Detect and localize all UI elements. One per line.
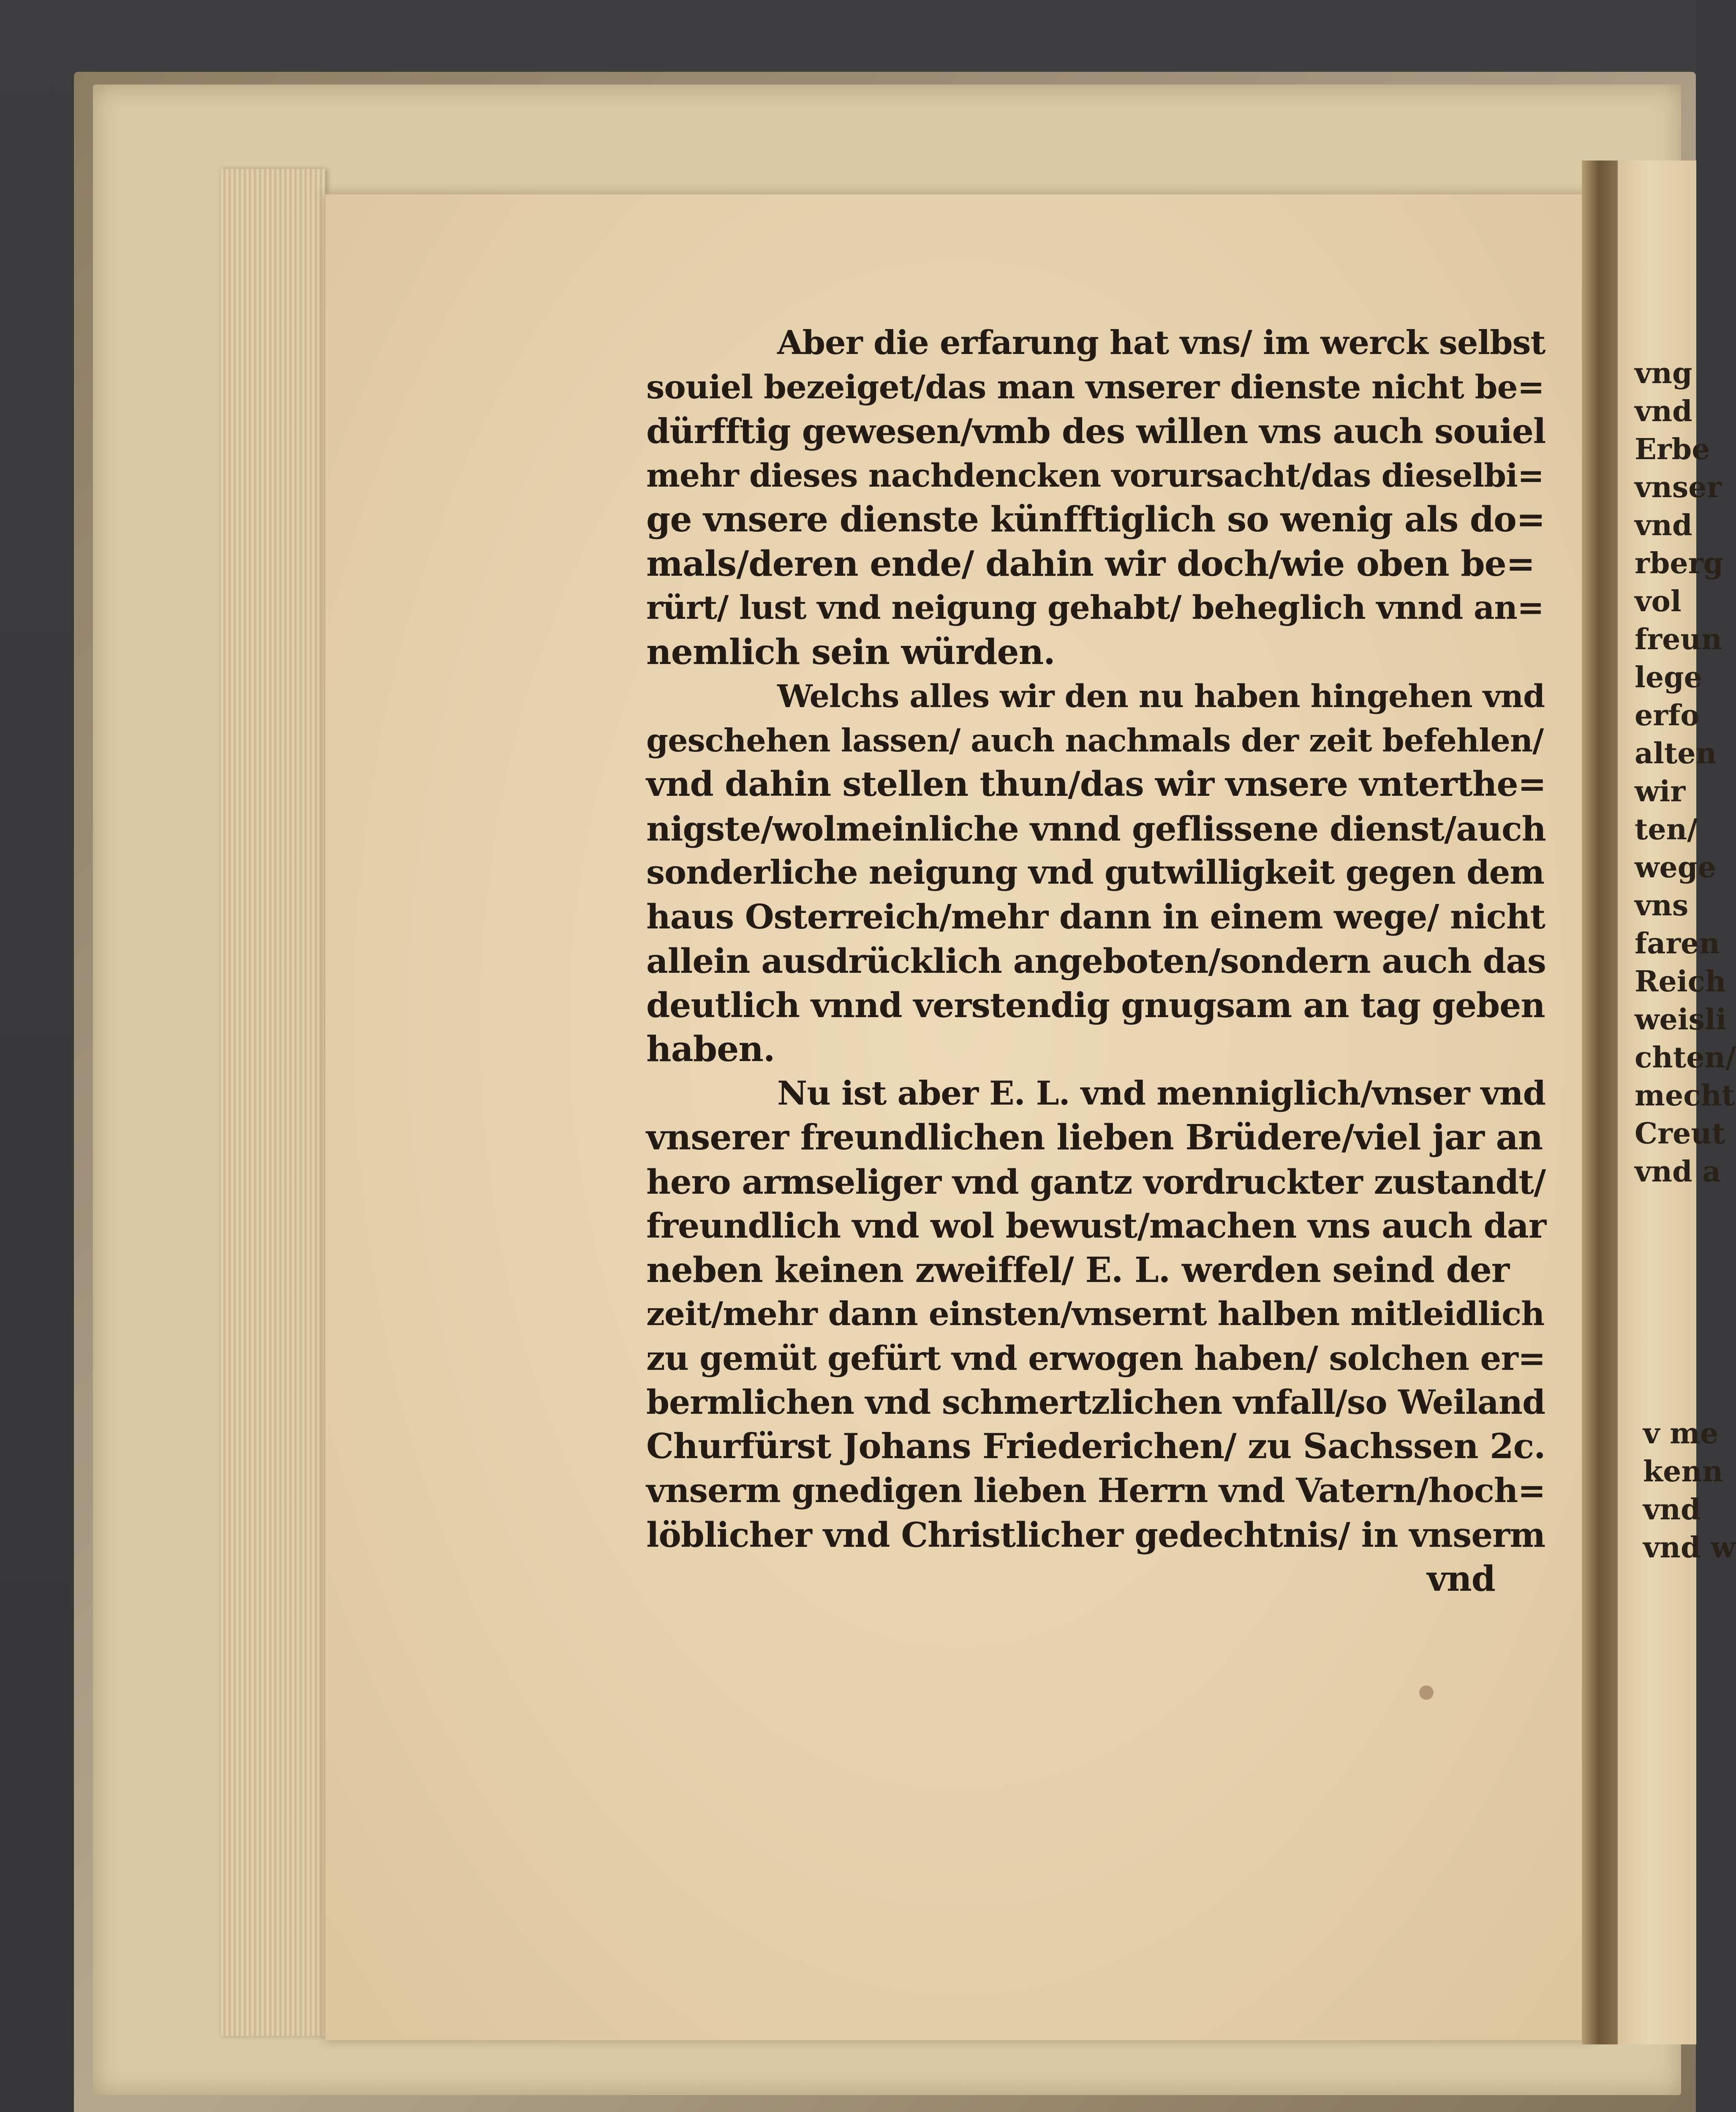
- text-line: vnserm gnedigen lieben Herrn vnd Vatern/hoch=: [646, 1471, 1546, 1510]
- facing-fragment: vng: [1635, 357, 1692, 390]
- text-line: bermlichen vnd schmertzlichen vnfall/so Weiland: [646, 1383, 1546, 1422]
- catchword: vnd: [1427, 1559, 1495, 1599]
- facing-fragment: kenn: [1643, 1455, 1723, 1489]
- text-line: haus Osterreich/mehr dann in einem wege/ nicht: [646, 897, 1545, 936]
- text-line: freundlich vnd wol bewust/machen vns auch dar: [646, 1206, 1546, 1246]
- text-line: haben.: [646, 1029, 775, 1070]
- facing-fragment: Erbe: [1635, 433, 1710, 466]
- text-line: vnd dahin stellen thun/das wir vnsere vnterthe=: [646, 764, 1546, 804]
- facing-fragment: lege: [1635, 661, 1702, 694]
- page-edges: [220, 169, 325, 2036]
- text-line: nigste/wolmeinliche vnnd geflissene dienst/auch: [646, 808, 1546, 849]
- text-line: zeit/mehr dann einsten/vnsernt halben mitleidlich: [646, 1295, 1545, 1333]
- facing-fragment: vnd: [1643, 1493, 1701, 1527]
- facing-fragment: wir: [1635, 775, 1686, 808]
- text-line: hero armseliger vnd gantz vordruckter zustandt/: [646, 1162, 1546, 1202]
- facing-fragment: mecht: [1635, 1079, 1735, 1113]
- facing-fragment: vns: [1635, 889, 1689, 923]
- facing-fragment: vnd w: [1643, 1531, 1736, 1565]
- facing-fragment: rberg: [1635, 547, 1724, 580]
- body-text: [646, 321, 1546, 1601]
- facing-fragment: vol: [1635, 585, 1682, 618]
- facing-fragment: Creut: [1635, 1117, 1725, 1151]
- facing-fragment: vnd: [1635, 509, 1692, 542]
- facing-page-edge: [1618, 161, 1736, 2044]
- text-line: geschehen lassen/ auch nachmals der zeit befehlen/: [646, 721, 1544, 759]
- text-line: Churfürst Johans Friederichen/ zu Sachssen 2c.: [646, 1426, 1546, 1467]
- facing-fragment: faren: [1635, 927, 1720, 961]
- ink-spot: [1419, 1685, 1434, 1700]
- text-line: löblicher vnd Christlicher gedechtnis/ in vnserm: [646, 1515, 1546, 1555]
- text-line: mals/deren ende/ dahin wir doch/wie oben be=: [646, 543, 1535, 584]
- text-line: rürt/ lust vnd neigung gehabt/ beheglich vnnd an=: [646, 589, 1544, 627]
- text-line: Nu ist aber E. L. vnd menniglich/vnser vnd: [777, 1074, 1546, 1113]
- text-line: allein ausdrücklich angeboten/sondern auch das: [646, 941, 1546, 981]
- text-line: Aber die erfarung hat vns/ im werck selbst: [777, 324, 1546, 362]
- facing-fragment: Reich: [1635, 965, 1726, 999]
- facing-fragment: freun: [1635, 623, 1722, 656]
- facing-fragment: alten: [1635, 737, 1717, 770]
- text-line: deutlich vnnd verstendig gnugsam an tag geben: [646, 985, 1545, 1025]
- text-line: sonderliche neigung vnd gutwilligkeit gegen dem: [646, 853, 1544, 892]
- text-line: dürfftig gewesen/vmb des willen vns auch souiel: [646, 411, 1546, 451]
- facing-fragment: vnd a: [1635, 1155, 1721, 1189]
- text-line: nemlich sein würden.: [646, 631, 1055, 672]
- facing-fragment: erfo: [1635, 699, 1700, 732]
- text-line: Welchs alles wir den nu haben hingehen vnd: [777, 678, 1545, 715]
- facing-fragment: ten/: [1635, 813, 1698, 846]
- text-line: mehr dieses nachdencken vorursacht/das dieselbi=: [646, 456, 1544, 494]
- book-gutter: [1582, 161, 1620, 2044]
- text-line: neben keinen zweiffel/ E. L. werden seind der: [646, 1249, 1510, 1290]
- text-line: souiel bezeiget/das man vnserer dienste nicht be=: [646, 368, 1544, 406]
- facing-fragment: vnd: [1635, 395, 1692, 428]
- facing-fragment: wege: [1635, 851, 1716, 885]
- facing-fragment: vnser: [1635, 471, 1722, 504]
- facing-fragment: chten/: [1635, 1041, 1736, 1075]
- facing-fragment: v me: [1643, 1417, 1719, 1451]
- text-line: ge vnsere dienste künfftiglich so wenig als do=: [646, 499, 1545, 540]
- text-line: vnserer freundlichen lieben Brüdere/viel jar an: [646, 1117, 1543, 1158]
- facing-fragment: weisli: [1635, 1003, 1727, 1037]
- text-line: zu gemüt gefürt vnd erwogen haben/ solchen er=: [646, 1338, 1546, 1378]
